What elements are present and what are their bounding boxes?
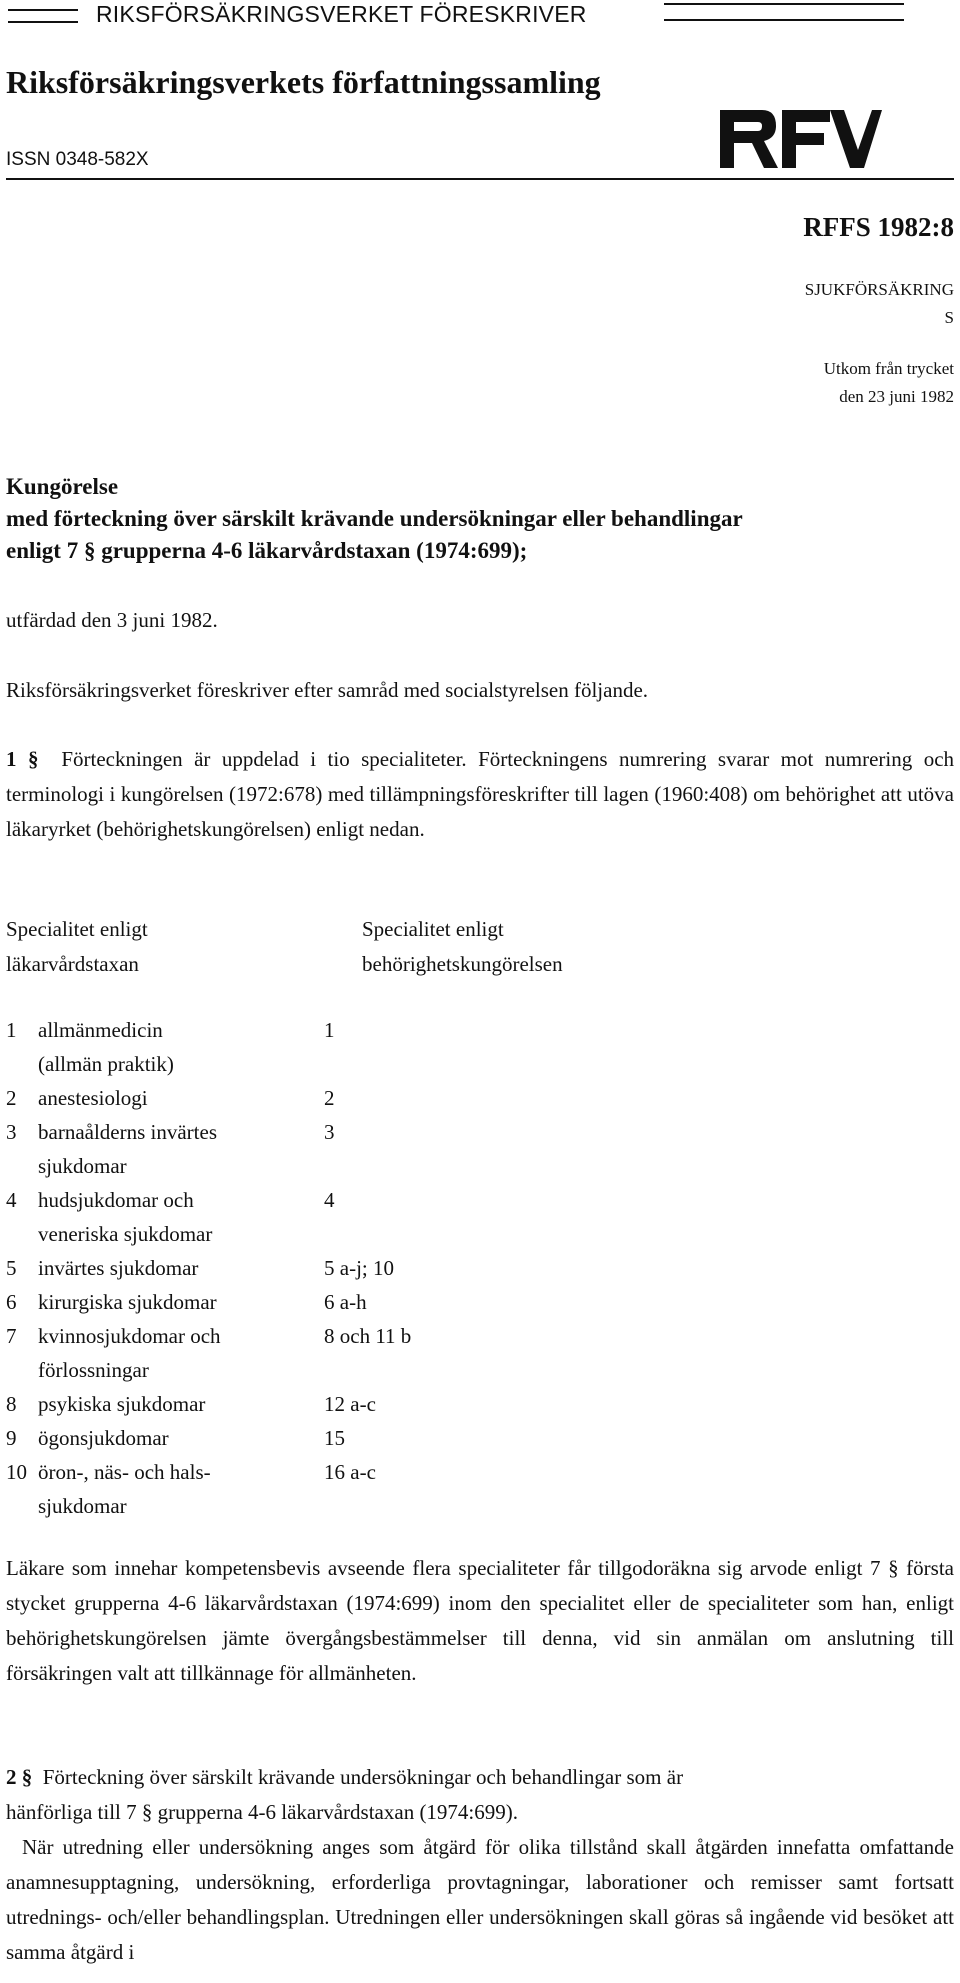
table-row bbox=[6, 1081, 946, 1115]
header-rule bbox=[664, 19, 904, 21]
publication-note-line: den 23 juni 1982 bbox=[839, 387, 954, 406]
specialty-table bbox=[6, 1013, 946, 1523]
row-number: 3 bbox=[6, 1120, 17, 1144]
intro-paragraph: Riksförsäkringsverket föreskriver efter samråd med socialstyrelsen följande. bbox=[6, 678, 649, 702]
row-number: 7 bbox=[6, 1324, 17, 1348]
table-header-line: Specialitet enligt bbox=[6, 917, 148, 941]
section-number: 2 § bbox=[6, 1765, 33, 1789]
row-number: 10 bbox=[6, 1460, 27, 1484]
row-number bbox=[6, 1489, 38, 1523]
row-mapping bbox=[324, 1489, 946, 1523]
table-row bbox=[6, 1013, 946, 1047]
row-specialty: öron-, näs- och hals- bbox=[38, 1460, 211, 1484]
row-specialty: anestesiologi bbox=[38, 1086, 148, 1110]
issn-label: ISSN 0348-582X bbox=[6, 149, 149, 170]
row-mapping: 1 bbox=[324, 1018, 335, 1042]
section-number: 1 § bbox=[6, 747, 39, 771]
table-header-line: Specialitet enligt bbox=[362, 917, 504, 941]
row-specialty: förlossningar bbox=[38, 1358, 149, 1382]
table-header-left bbox=[6, 912, 148, 982]
table-row bbox=[6, 1353, 946, 1387]
table-header-right bbox=[362, 912, 563, 982]
row-number: 9 bbox=[6, 1426, 17, 1450]
row-number bbox=[6, 1353, 38, 1387]
table-row bbox=[6, 1387, 946, 1421]
subject-area-name: SJUKFÖRSÄKRING bbox=[804, 280, 954, 299]
row-number: 2 bbox=[6, 1086, 17, 1110]
row-mapping: 5 a-j; 10 bbox=[324, 1256, 394, 1280]
row-number: 1 bbox=[6, 1018, 17, 1042]
row-specialty: hudsjukdomar och bbox=[38, 1188, 194, 1212]
table-header-line: behörighetskungörelsen bbox=[362, 952, 563, 976]
row-specialty: psykiska sjukdomar bbox=[38, 1392, 206, 1416]
table-row bbox=[6, 1149, 946, 1183]
table-row bbox=[6, 1319, 946, 1353]
header-rule bbox=[664, 3, 904, 5]
row-specialty: barnaålderns invärtes bbox=[38, 1120, 218, 1144]
row-specialty: ögonsjukdomar bbox=[38, 1426, 169, 1450]
table-row bbox=[6, 1455, 946, 1489]
row-specialty: allmänmedicin bbox=[38, 1018, 163, 1042]
table-header-line: läkarvårdstaxan bbox=[6, 952, 139, 976]
paragraph-after-table: Läkare som innehar kompetensbevis avseende flera specialiteter får tillgodoräkna sig arvode enligt 7 § första stycket grupperna 4-6 läkarvårdstaxan (1974:699) inom den specialitet eller de specialiteter som han, enligt behörighetskungörelsen jämte övergångsbestämmelser till denna, vid sin anmälan om anslutning till försäkringen valt att tillkännage för allmänheten. bbox=[6, 1556, 954, 1685]
table-row bbox=[6, 1115, 946, 1149]
rfs-number: RFFS 1982:8 bbox=[803, 212, 954, 242]
section-1 bbox=[6, 742, 954, 847]
document-title bbox=[6, 471, 956, 567]
row-mapping bbox=[324, 1149, 946, 1183]
row-number: 4 bbox=[6, 1188, 17, 1212]
section-2-paragraph: När utredning eller undersökning anges som åtgärd för olika tillstånd skall åtgärden innefatta omfattande anamnesupptagning, undersökning, erforderliga provtagningar, laborationer och remisser samt fortsatt utrednings- och/eller behandlingsplan. Utredningen eller undersökningen skall göras så ingående vid besöket att samma åtgärd i bbox=[6, 1835, 954, 1964]
row-mapping: 15 bbox=[324, 1426, 345, 1450]
row-mapping bbox=[324, 1353, 946, 1387]
header-rule bbox=[8, 21, 78, 23]
row-specialty: kvinnosjukdomar och bbox=[38, 1324, 221, 1348]
title-line: enligt 7 § grupperna 4-6 läkarvårdstaxan (1974:699); bbox=[6, 538, 528, 563]
table-row bbox=[6, 1183, 946, 1217]
row-specialty: invärtes sjukdomar bbox=[38, 1256, 199, 1280]
publication-note bbox=[824, 355, 954, 411]
row-number: 5 bbox=[6, 1256, 17, 1280]
publication-note-line: Utkom från trycket bbox=[823, 359, 954, 378]
row-mapping bbox=[324, 1217, 946, 1251]
subject-area bbox=[805, 276, 954, 332]
row-number: 6 bbox=[6, 1290, 17, 1314]
row-number: 8 bbox=[6, 1392, 17, 1416]
row-mapping: 3 bbox=[324, 1120, 335, 1144]
table-row bbox=[6, 1421, 946, 1455]
row-specialty: veneriska sjukdomar bbox=[38, 1222, 213, 1246]
section-2-continued: hänförliga till 7 § grupperna 4-6 läkarvårdstaxan (1974:699). bbox=[6, 1800, 519, 1824]
table-row bbox=[6, 1489, 946, 1523]
row-specialty: kirurgiska sjukdomar bbox=[38, 1290, 217, 1314]
row-mapping bbox=[324, 1047, 946, 1081]
header-rule bbox=[8, 9, 78, 11]
row-mapping: 12 a-c bbox=[324, 1392, 376, 1416]
title-line: Kungörelse bbox=[6, 474, 119, 499]
row-mapping: 6 a-h bbox=[324, 1290, 367, 1314]
row-mapping: 16 a-c bbox=[324, 1460, 376, 1484]
header-banner: RIKSFÖRSÄKRINGSVERKET FÖRESKRIVER bbox=[96, 1, 587, 27]
table-row bbox=[6, 1251, 946, 1285]
table-row bbox=[6, 1047, 946, 1081]
section-text: Förteckningen är uppdelad i tio specialiteter. Förteckningens numrering svarar mot numrering och terminologi i kungörelsen (1972:678) med tillämpningsföreskrifter till lagen (1960:408) om behörighet att utöva läkaryrket (behörighetskungörelsen) enligt nedan. bbox=[6, 747, 955, 841]
rfv-logo bbox=[718, 108, 882, 170]
section-2 bbox=[6, 1760, 954, 1795]
row-number bbox=[6, 1149, 38, 1183]
row-specialty: sjukdomar bbox=[38, 1154, 127, 1178]
table-row bbox=[6, 1217, 946, 1251]
row-mapping: 4 bbox=[324, 1188, 335, 1212]
row-number bbox=[6, 1047, 38, 1081]
row-mapping: 2 bbox=[324, 1086, 335, 1110]
row-specialty: (allmän praktik) bbox=[38, 1052, 174, 1076]
collection-title: Riksförsäkringsverkets författningssamling bbox=[6, 64, 601, 100]
section-text: Förteckning över särskilt krävande undersökningar och behandlingar som är bbox=[42, 1765, 684, 1789]
row-number bbox=[6, 1217, 38, 1251]
issue-date: utfärdad den 3 juni 1982. bbox=[6, 608, 218, 632]
row-mapping: 8 och 11 b bbox=[324, 1324, 412, 1348]
title-line: med förteckning över särskilt krävande undersökningar eller behandlingar bbox=[6, 506, 743, 531]
table-row bbox=[6, 1285, 946, 1319]
row-specialty: sjukdomar bbox=[38, 1494, 127, 1518]
header-divider bbox=[6, 178, 954, 180]
subject-area-code: S bbox=[944, 308, 954, 327]
